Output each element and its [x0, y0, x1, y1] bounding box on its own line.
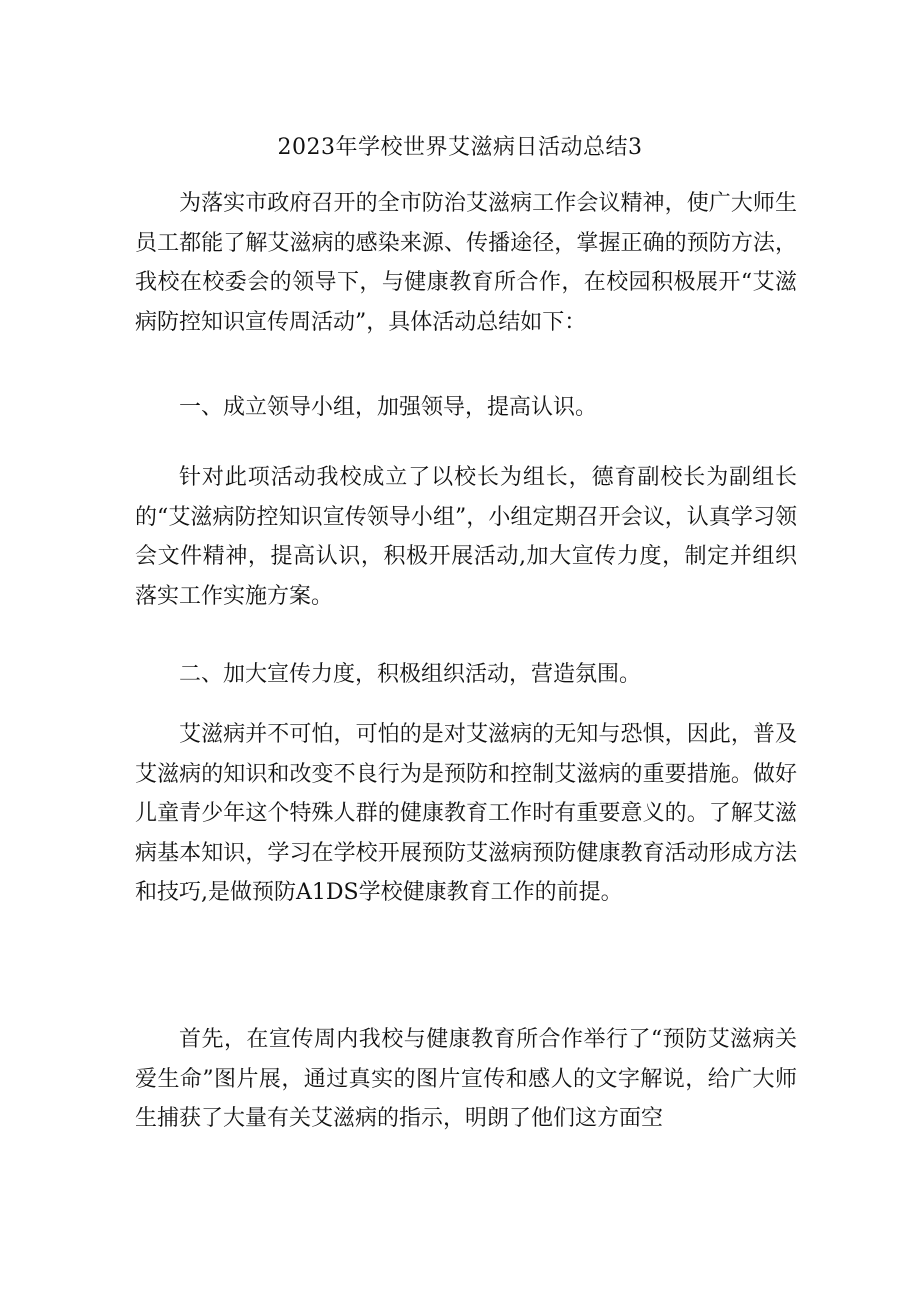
document-title: 2023年学校世界艾滋病日活动总结3	[277, 135, 643, 160]
paragraph-section-1: 针对此项活动我校成立了以校长为组长，德育副校长为副组长的“艾滋病防控知识宣传领导小组”，小组定期召开会议，认真学习领会文件精神，提高认识，积极开展活动,加大宣传力度，制定并组织落实工作实施方案。	[135, 465, 797, 609]
paragraph-section-2: 艾滋病并不可怕，可怕的是对艾滋病的无知与恐惧，因此，普及艾滋病的知识和改变不良行为是预防和控制艾滋病的重要措施。做好儿童青少年这个特殊人群的健康教育工作时有重要意义的。了解艾滋病基本知识，学习在学校开展预防艾滋病预防健康教育活动形成方法和技巧,是做预防A1DS学校健康教育工作的前提。	[135, 722, 797, 906]
paragraph-intro: 为落实市政府召开的全市防治艾滋病工作会议精神，使广大师生员工都能了解艾滋病的感染来源、传播途径，掌握正确的预防方法，我校在校委会的领导下，与健康教育所合作，在校园积极展开“艾滋病防控知识宣传周活动”，具体活动总结如下：	[135, 191, 797, 335]
section-heading-1: 一、成立领导小组，加强领导，提高认识。	[179, 395, 598, 420]
section-heading-2: 二、加大宣传力度，积极组织活动，营造氛围。	[179, 662, 642, 687]
paragraph-section-2-continued: 首先，在宣传周内我校与健康教育所合作举行了“预防艾滋病关爱生命”图片展，通过真实的图片宣传和感人的文字解说，给广大师生捕获了大量有关艾滋病的指示，明朗了他们这方面空	[135, 1027, 797, 1132]
